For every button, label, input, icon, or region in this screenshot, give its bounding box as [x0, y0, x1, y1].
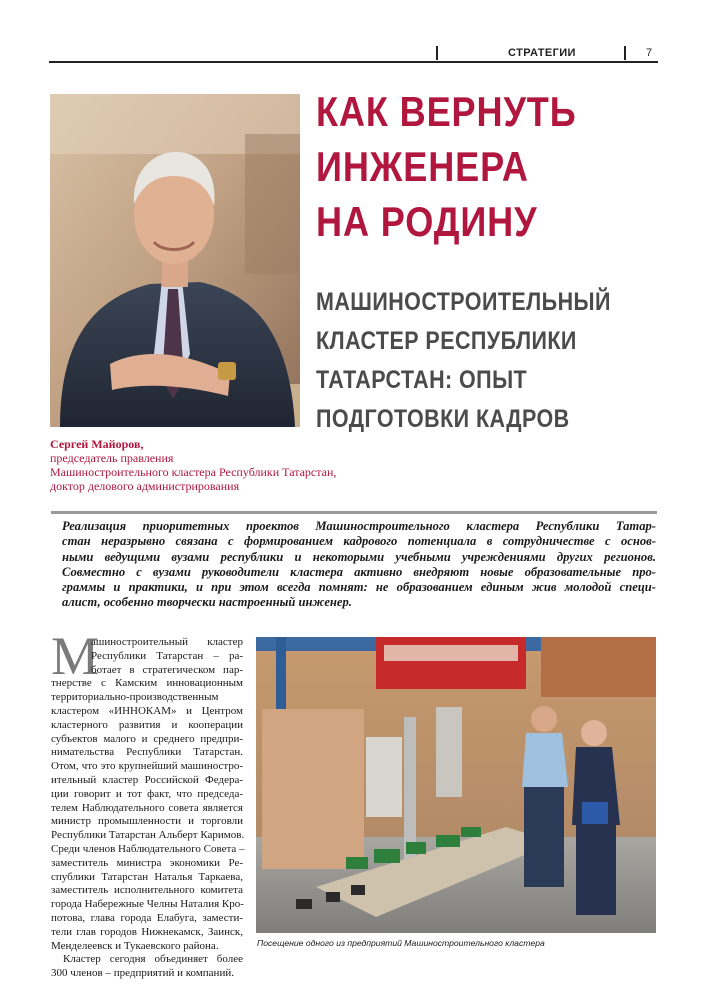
body-line: ашиностроительный кластер	[91, 636, 243, 648]
body-line: 300 членов – предприятий и компаний.	[51, 967, 234, 980]
subtitle-line: ТАТАРСТАН: ОПЫТ	[316, 366, 528, 394]
lead-line: алист, особенно творчески настроенный инженер.	[62, 595, 352, 610]
lead-line: стан неразрывно связана с формированием кадрового потенциала в сотрудничестве с основ-	[62, 534, 656, 549]
subtitle-line: КЛАСТЕР РЕСПУБЛИКИ	[316, 327, 577, 355]
title-line: НА РОДИНУ	[316, 198, 538, 245]
body-line: потова, глава города Елабуга, замести-	[51, 911, 243, 924]
body-line: Республики Татарстан Альберт Каримов.	[51, 829, 245, 842]
lead-paragraph	[62, 519, 656, 611]
body-line: Отом, что это крупнейший машиностро-	[51, 760, 243, 773]
body-line: телем Наблюдательного совета является	[51, 801, 243, 814]
lead-divider	[51, 511, 657, 514]
author-position-line: доктор делового администрирования	[50, 479, 240, 493]
body-line: кластером «ИННОКАМ» и Центром	[51, 704, 243, 717]
factory-visit-photo	[256, 637, 656, 933]
article-body	[51, 626, 245, 981]
body-line: территориально-производственным	[51, 691, 219, 704]
subtitle-line: МАШИНОСТРОИТЕЛЬНЫЙ	[316, 288, 611, 316]
body-line: министр промышленности и торговли	[51, 815, 243, 828]
section-label: СТРАТЕГИИ	[508, 47, 576, 59]
body-line: Менделеевск и Тукаевского района.	[51, 939, 219, 952]
header-divider-left	[436, 46, 438, 60]
body-line: кластерного развития и кооперации	[51, 718, 243, 731]
subtitle-line: ПОДГОТОВКИ КАДРОВ	[316, 405, 570, 433]
title-line: КАК ВЕРНУТЬ	[316, 88, 577, 135]
lead-line: ными ведущими вузами республики и некоторыми учебными учреждениями других регионов.	[62, 549, 656, 564]
body-line: тнерстве с Камским инновационным	[51, 677, 243, 690]
page-number: 7	[646, 47, 653, 59]
body-line: заместитель министра экономики Ре-	[51, 856, 243, 869]
body-line: Республики Татарстан – ра-	[91, 649, 243, 662]
body-line: спублики Татарстан Наталья Таркаева,	[51, 870, 243, 883]
title-line: ИНЖЕНЕРА	[316, 143, 529, 190]
body-line: ботает в стратегическом пар-	[91, 663, 243, 676]
article-subtitle	[316, 283, 660, 439]
body-line: заместитель исполнительного комитета	[51, 884, 243, 897]
article-title	[316, 84, 634, 249]
body-line: города Набережные Челны Наталия Кро-	[51, 898, 244, 911]
body-line: Среди членов Наблюдательного Совета –	[51, 842, 245, 855]
lead-line: Совместно с вузами руководители кластера активно внедряют новые образовательные про-	[62, 564, 656, 579]
drop-cap: М	[51, 626, 100, 686]
author-block	[50, 437, 450, 493]
body-line: субъектов малого и среднего предпри-	[51, 732, 243, 745]
header-divider-right	[624, 46, 626, 60]
body-line: тели глав городов Нижнекамск, Заинск,	[51, 925, 243, 938]
author-name: Сергей Майоров,	[50, 437, 144, 451]
author-portrait-photo	[50, 94, 300, 427]
lead-line: Реализация приоритетных проектов Машиностроительного кластера Республики Татар-	[62, 519, 656, 533]
author-position-line: председатель правления	[50, 451, 174, 465]
body-line: нимательства Республики Татарстан.	[51, 746, 243, 759]
body-line: ции говорит и тот факт, что председа-	[51, 787, 243, 800]
header-rule	[49, 61, 658, 63]
body-line: ительный кластер Российской Федера-	[51, 773, 243, 786]
lead-line: граммы и практики, и при этом всегда помнят: не образованием единым жив молодой специ-	[62, 580, 656, 595]
author-position-line: Машиностроительного кластера Республики Татарстан,	[50, 465, 337, 479]
photo-caption: Посещение одного из предприятий Машиностроительного кластера	[257, 938, 545, 948]
body-line: Кластер сегодня объединяет более	[63, 953, 243, 966]
